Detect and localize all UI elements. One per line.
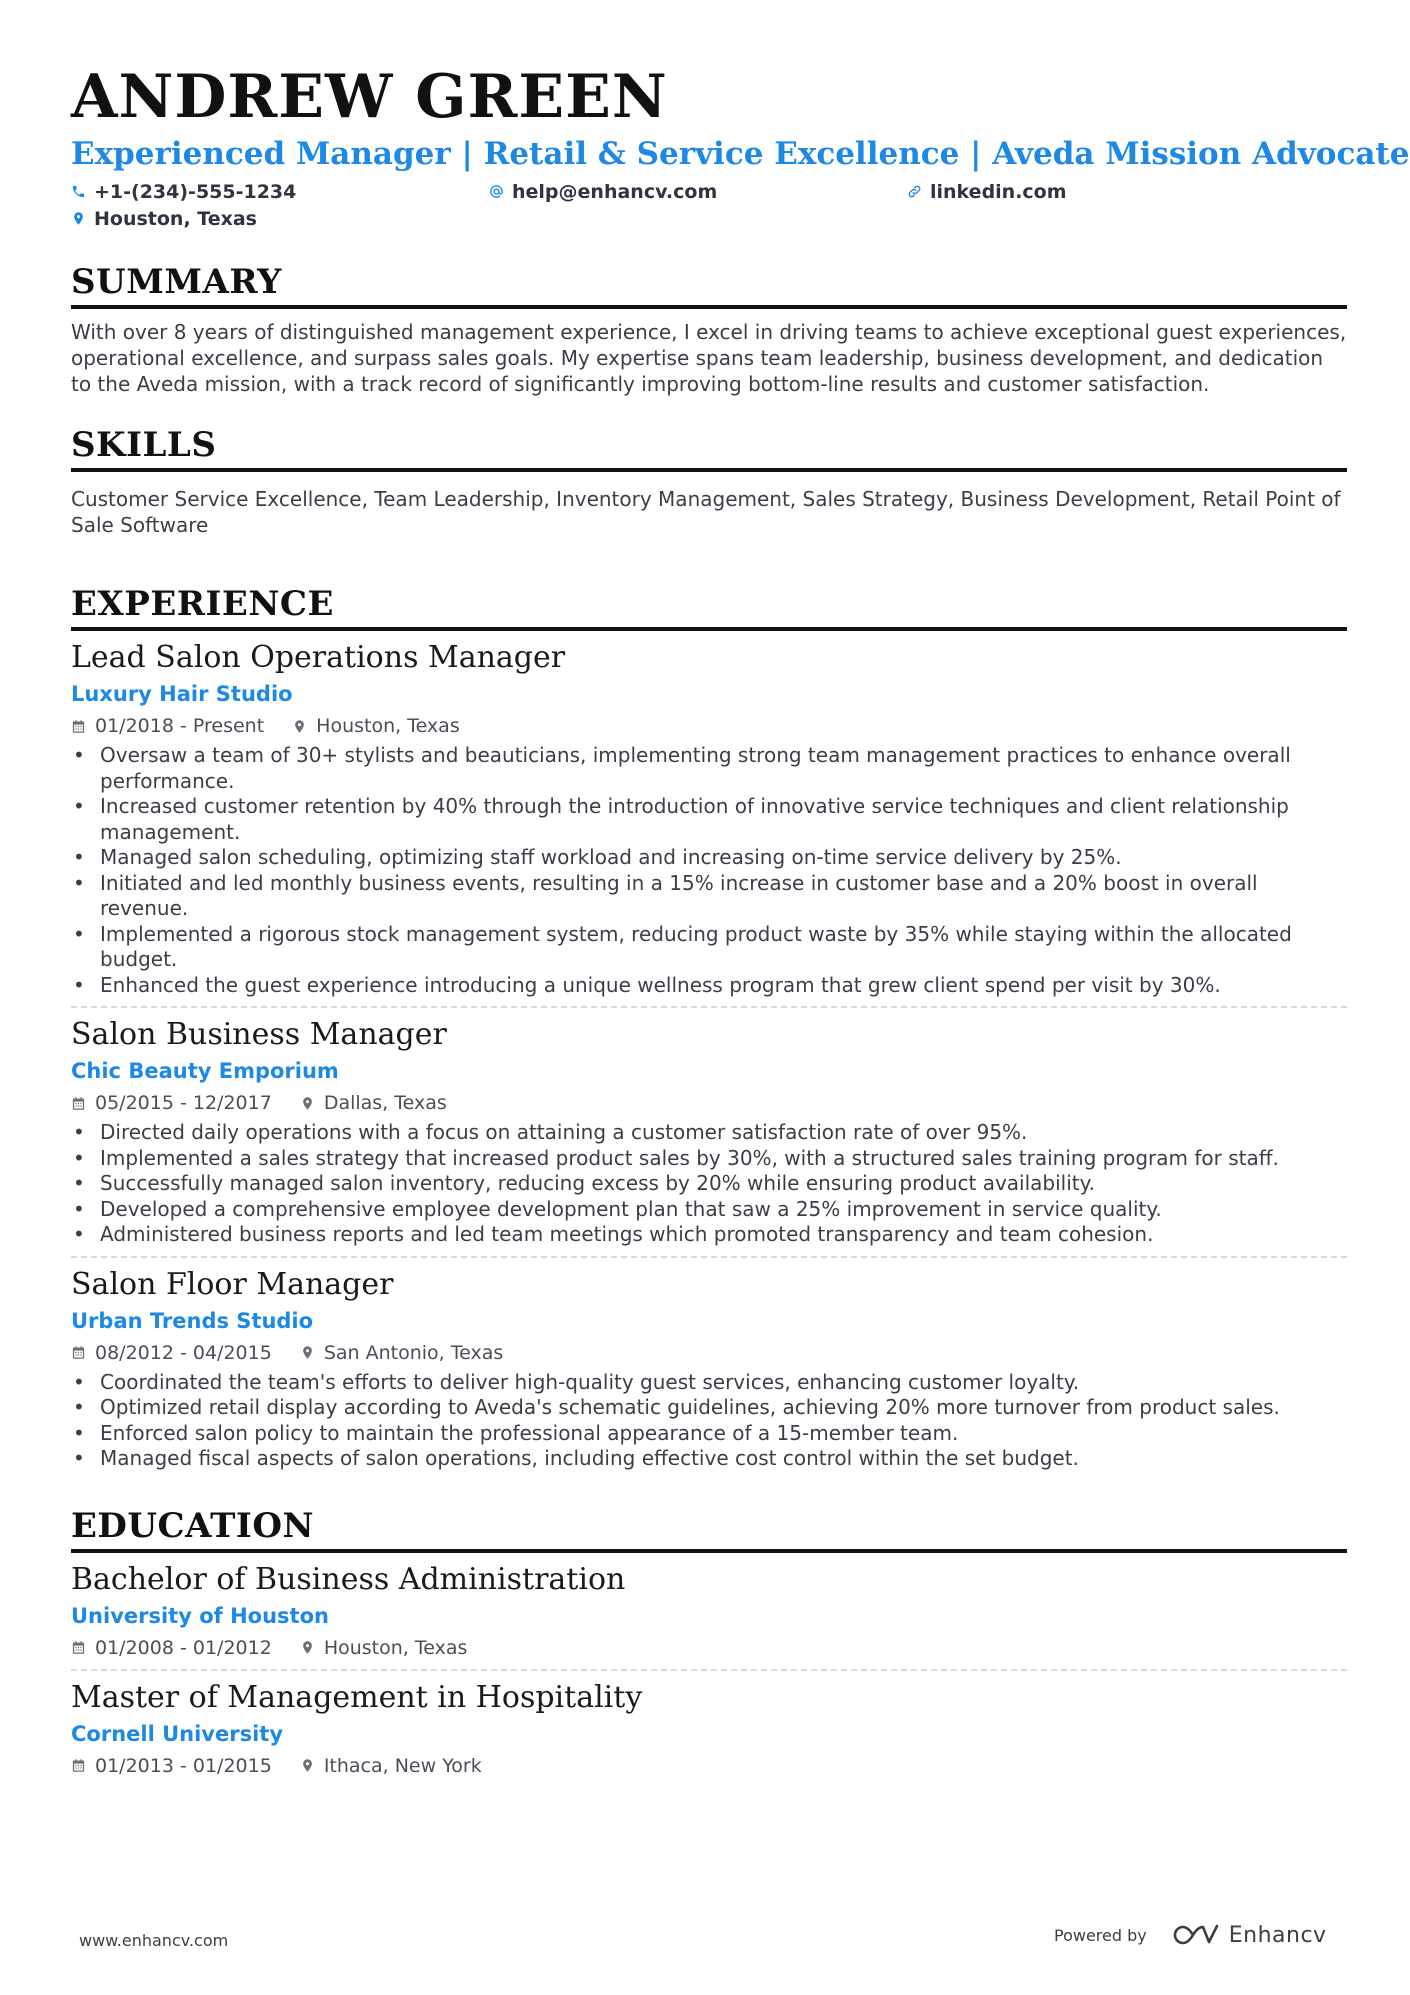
list-item: • Increased customer retention by 40% through the introduction of innovative service techniques and client relationship management. [71,794,1347,845]
education-location [300,1753,482,1779]
calendar-icon [71,1345,86,1360]
location-text: Dallas, Texas [323,1092,447,1114]
skills-section [71,425,1347,538]
dates-text: 01/2018 - Present [95,715,265,737]
education-dates [71,1635,272,1661]
at-icon [489,184,504,199]
experience-entry [71,1006,1347,1252]
job-location [300,1090,447,1116]
experience-entry [71,631,1347,1002]
degree-title: Master of Management in Hospitality [71,1679,643,1715]
list-item: • Developed a comprehensive employee development plan that saw a 25% improvement in service quality. [71,1197,1347,1223]
experience-title: EXPERIENCE [71,584,1347,631]
phone-icon [71,184,86,199]
company-name: Urban Trends Studio [71,1308,314,1333]
list-item: • Implemented a sales strategy that increased product sales by 30%, with a structured sales training program for staff. [71,1146,1347,1172]
job-dates [71,1090,272,1116]
list-item: • Coordinated the team's efforts to deliver high-quality guest services, enhancing customer loyalty. [71,1370,1347,1396]
education-section [71,1506,1347,1783]
resume-content [71,62,1410,1783]
location-pin-icon [300,1345,315,1360]
job-title: Lead Salon Operations Manager [71,640,566,675]
summary-title: SUMMARY [71,262,1347,309]
list-item: • Managed fiscal aspects of salon operations, including effective cost control within the set budget. [71,1446,1347,1472]
job-dates [71,1340,272,1366]
company-name: Chic Beauty Emporium [71,1059,339,1083]
skills-title: SKILLS [71,425,1347,472]
calendar-icon [71,719,86,734]
contact-info [71,178,1347,232]
powered-by-label: Powered by [1054,1925,1147,1945]
education-entry [71,1669,1347,1783]
contact-linkedin[interactable] [907,178,1067,205]
contact-phone [71,178,489,205]
list-item: • Oversaw a team of 30+ stylists and beauticians, implementing strong team management practices to enhance overall performance. [71,743,1347,794]
calendar-icon [71,1758,86,1773]
education-dates [71,1753,272,1779]
phone-text: +1-(234)-555-1234 [94,180,297,203]
location-text: Ithaca, New York [323,1754,482,1777]
location-text: Houston, Texas [323,1636,468,1659]
summary-section [71,262,1347,397]
location-pin-icon [292,719,307,734]
list-item: • Implemented a rigorous stock management system, reducing product waste by 35% while staying within the allocated budget. [71,922,1347,973]
school-name: University of Houston [71,1603,329,1628]
company-name: Luxury Hair Studio [71,682,293,706]
experience-entry [71,1256,1347,1476]
experience-section [71,584,1347,1476]
location-text: Houston, Texas [94,207,257,230]
footer-branding [1054,1922,1327,1948]
dates-text: 01/2008 - 01/2012 [95,1636,272,1659]
list-item: • Enhanced the guest experience introducing a unique wellness program that grew client spend per visit by 30%. [71,973,1347,999]
location-text: Houston, Texas [316,715,460,737]
job-bullets [71,1120,1347,1248]
list-item: • Initiated and led monthly business events, resulting in a 15% increase in customer base and a 20% boost in overall revenue. [71,871,1347,922]
enhancv-logo-icon [1173,1922,1219,1948]
education-meta [71,1753,1347,1779]
job-dates [71,713,264,739]
contact-email[interactable] [489,178,907,205]
calendar-icon [71,1640,86,1655]
job-meta [71,1090,1347,1116]
calendar-icon [71,1096,86,1111]
resume-header [71,62,1410,232]
location-text: San Antonio, Texas [323,1341,504,1364]
link-icon [907,184,922,199]
list-item: • Optimized retail display according to Aveda's schematic guidelines, achieving 20% more turnover from product sales. [71,1395,1347,1421]
degree-title: Bachelor of Business Administration [71,1561,626,1597]
candidate-name: ANDREW GREEN [71,62,668,132]
dates-text: 01/2013 - 01/2015 [95,1754,272,1777]
dates-text: 08/2012 - 04/2015 [95,1341,272,1364]
education-title: EDUCATION [71,1506,1347,1553]
skills-text: Customer Service Excellence, Team Leadership, Inventory Management, Sales Strategy, Business Development, Retail Point of Sale Software [71,487,1341,537]
list-item: • Successfully managed salon inventory, reducing excess by 20% while ensuring product availability. [71,1171,1347,1197]
linkedin-text[interactable]: linkedin.com [930,180,1067,203]
summary-text: With over 8 years of distinguished management experience, I excel in driving teams to achieve exceptional guest experiences, operational excellence, and surpass sales goals. My expertise spans team leadership, business development, and dedication to the Aveda mission, with a track record of significantly improving bottom-line results and customer satisfaction. [71,320,1347,396]
dates-text: 05/2015 - 12/2017 [95,1092,272,1114]
location-pin-icon [300,1640,315,1655]
list-item: • Administered business reports and led team meetings which promoted transparency and team cohesion. [71,1222,1347,1248]
location-pin-icon [300,1096,315,1111]
job-meta [71,713,1347,739]
email-text[interactable]: help@enhancv.com [512,180,718,203]
location-pin-icon [300,1758,315,1773]
job-bullets [71,743,1347,998]
list-item: • Directed daily operations with a focus on attaining a customer satisfaction rate of over 95%. [71,1120,1347,1146]
list-item: • Managed salon scheduling, optimizing staff workload and increasing on-time service delivery by 25%. [71,845,1347,871]
brand-logo[interactable] [1173,1922,1327,1948]
job-location [300,1340,503,1366]
education-meta [71,1635,1347,1661]
job-bullets [71,1370,1347,1472]
footer-website[interactable]: www.enhancv.com [79,1931,229,1950]
location-pin-icon [71,211,86,226]
contact-location [71,205,489,232]
job-meta [71,1340,1347,1366]
school-name: Cornell University [71,1721,284,1746]
list-item: • Enforced salon policy to maintain the professional appearance of a 15-member team. [71,1421,1347,1447]
job-title: Salon Floor Manager [71,1266,394,1302]
education-location [300,1635,468,1661]
brand-name: Enhancv [1228,1922,1327,1948]
job-location [292,713,460,739]
education-entry [71,1553,1347,1665]
job-title: Salon Business Manager [71,1017,447,1052]
headline: Experienced Manager | Retail & Service Excellence | Aveda Mission Advocate [71,136,1410,172]
